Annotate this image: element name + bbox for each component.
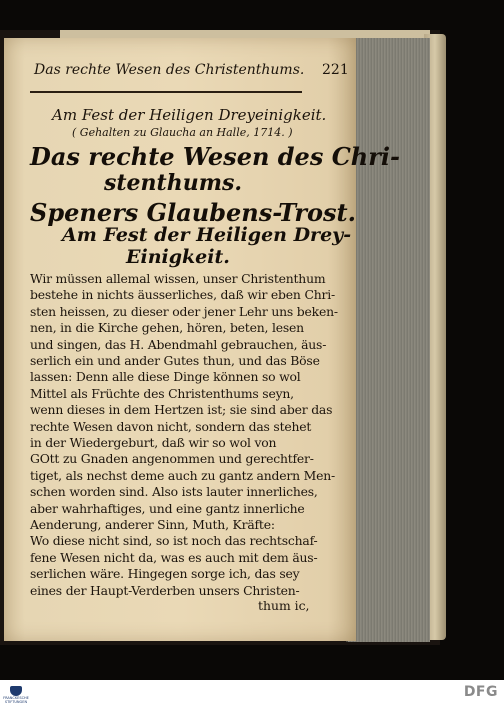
body-line: fene Wesen nicht da, was es auch mit dem äus-: [30, 549, 318, 565]
page-fore-edge: [346, 38, 430, 642]
header-rule: [30, 91, 302, 93]
viewer-footer: [0, 680, 504, 709]
body-line: Wo diese nicht sind, so ist noch das rechtschaf-: [30, 533, 318, 549]
body-line: GOtt zu Gnaden angenommen und gerechtfer-: [30, 451, 314, 467]
main-title-line-1: Das rechte Wesen des Chri-: [30, 142, 400, 171]
main-title-line-2: stenthums.: [104, 170, 243, 196]
body-line: serlichen wäre. Hingegen sorge ich, das sey: [30, 566, 300, 582]
body-line: bestehe in nichts äusserliches, daß wir eben Chri-: [30, 287, 335, 303]
body-line: aber wahrhaftiges, und eine gantz innerliche: [30, 500, 305, 516]
speners-title-line-1: Speners Glaubens-Trost.: [30, 198, 356, 227]
crest-icon: [10, 686, 22, 696]
running-title: Das rechte Wesen des Christenthums.: [34, 62, 305, 78]
body-line: lassen: Denn alle diese Dinge können so wol: [30, 369, 301, 385]
body-line: rechte Wesen davon nicht, sondern das stehet: [30, 418, 312, 434]
body-line: schen worden sind. Also ists lauter innerliches,: [30, 484, 318, 500]
body-line: eines der Haupt-Verderben unsers Christen-: [30, 582, 300, 598]
speners-title-line-2: Am Fest der Heiligen Drey-: [62, 224, 352, 246]
body-line: tiget, als nechst deme auch zu gantz andern Men-: [30, 467, 335, 483]
body-line: serlich ein und ander Gutes thun, und das Böse: [30, 353, 320, 368]
franckesche-stiftungen-logo[interactable]: [0, 680, 32, 709]
page-number: 221: [322, 62, 349, 78]
speners-title-line-3: Einigkeit.: [126, 246, 230, 268]
body-line: Mittel als Früchte des Christenthums seyn,: [30, 385, 294, 401]
body-line: in der Wiedergeburt, daß wir so wol von: [30, 435, 277, 450]
body-line: Aenderung, anderer Sinn, Muth, Kräfte:: [30, 517, 275, 532]
held-note: ( Gehalten zu Glaucha an Halle, 1714. ): [72, 126, 293, 139]
body-line: sten heissen, zu dieser oder jener Lehr uns beken-: [30, 303, 338, 319]
body-line: wenn dieses in dem Hertzen ist; sie sind aber das: [30, 402, 333, 418]
franckesche-logo-text: FRANCKESCHE STIFTUNGEN: [3, 695, 29, 704]
feast-heading: Am Fest der Heiligen Dreyeinigkeit.: [52, 106, 327, 124]
catchword: thum ic,: [258, 598, 310, 613]
body-line: und singen, das H. Abendmahl gebrauchen, äus-: [30, 336, 327, 352]
dfg-logo[interactable]: DFG: [463, 684, 498, 700]
body-line: Wir müssen allemal wissen, unser Christenthum: [30, 271, 326, 286]
body-line: nen, in die Kirche gehen, hören, beten, lesen: [30, 320, 304, 336]
